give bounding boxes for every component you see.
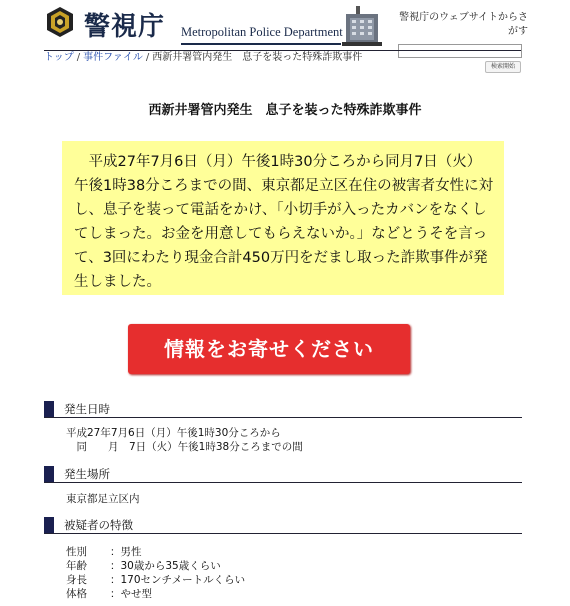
section-body-place [66, 492, 140, 506]
attribute-value: ：170センチメートルくらい [110, 574, 246, 586]
attribute-value: ：やせ型 [110, 588, 152, 600]
site-logo-ja[interactable]: 警視庁 [84, 12, 166, 42]
suspect-attribute-row [66, 573, 245, 587]
section-marker [44, 517, 54, 533]
date-line-end: 同 月 7日（火）午後1時38分ころまでの間 [66, 441, 303, 453]
attribute-key: 身長 [66, 574, 87, 586]
page-title: 西新井署管内発生 息子を装った特殊詐欺事件 [148, 103, 422, 118]
section-marker [44, 401, 54, 417]
case-summary-box [62, 141, 504, 295]
breadcrumb-current: 西新井署管内発生 息子を装った特殊詐欺事件 [152, 52, 363, 63]
search-button[interactable]: 検索開始 [485, 61, 521, 73]
attribute-value: ：男性 [110, 546, 142, 558]
police-emblem-icon[interactable] [44, 6, 76, 38]
attribute-key: 性別 [66, 546, 87, 558]
search-hint: 警視庁のウェブサイトからさがす [399, 12, 528, 37]
submit-information-button[interactable]: 情報をお寄せください [128, 324, 410, 374]
place-value: 東京都足立区内 [66, 493, 140, 505]
section-heading-label: 被疑者の特徴 [64, 518, 133, 532]
logo-underline [181, 43, 341, 45]
headquarters-building-icon [342, 4, 382, 46]
section-body-date [66, 426, 303, 454]
breadcrumb-separator: / [76, 52, 81, 63]
section-heading-date [44, 401, 522, 418]
breadcrumb-link-case-files[interactable]: 事件ファイル [83, 52, 143, 63]
date-line-start: 平成27年7月6日（月）午後1時30分ころから [66, 427, 281, 439]
section-heading-label: 発生日時 [64, 402, 110, 416]
section-marker [44, 466, 54, 482]
breadcrumb-link-top[interactable]: トップ [44, 52, 74, 63]
attribute-key: 体格 [66, 588, 87, 600]
section-heading-place [44, 466, 522, 483]
case-summary-text: 平成27年7月6日（月）午後1時30分ころから同月7日（火）午後1時38分ころまでの間、東京都足立区在住の被害者女性に対し、息子を装って電話をかけ、「小切手が入ったカバンをなくしてしまった。お金を用意してもらえないか。」などとうそを言って、3回にわたり現金合計450万円をだまし取った詐欺事件が発生しました。 [74, 154, 494, 290]
breadcrumb-separator: / [145, 52, 150, 63]
suspect-attribute-row [66, 587, 245, 601]
section-heading-label: 発生場所 [64, 467, 110, 481]
attribute-value: ：30歳から35歳くらい [110, 560, 221, 572]
suspect-attribute-row [66, 559, 245, 573]
breadcrumb [44, 50, 521, 64]
suspect-attribute-row [66, 545, 245, 559]
section-heading-suspect [44, 517, 522, 534]
section-body-suspect [66, 545, 245, 601]
site-logo-en[interactable]: Metropolitan Police Department [181, 25, 343, 39]
attribute-key: 年齢 [66, 560, 87, 572]
